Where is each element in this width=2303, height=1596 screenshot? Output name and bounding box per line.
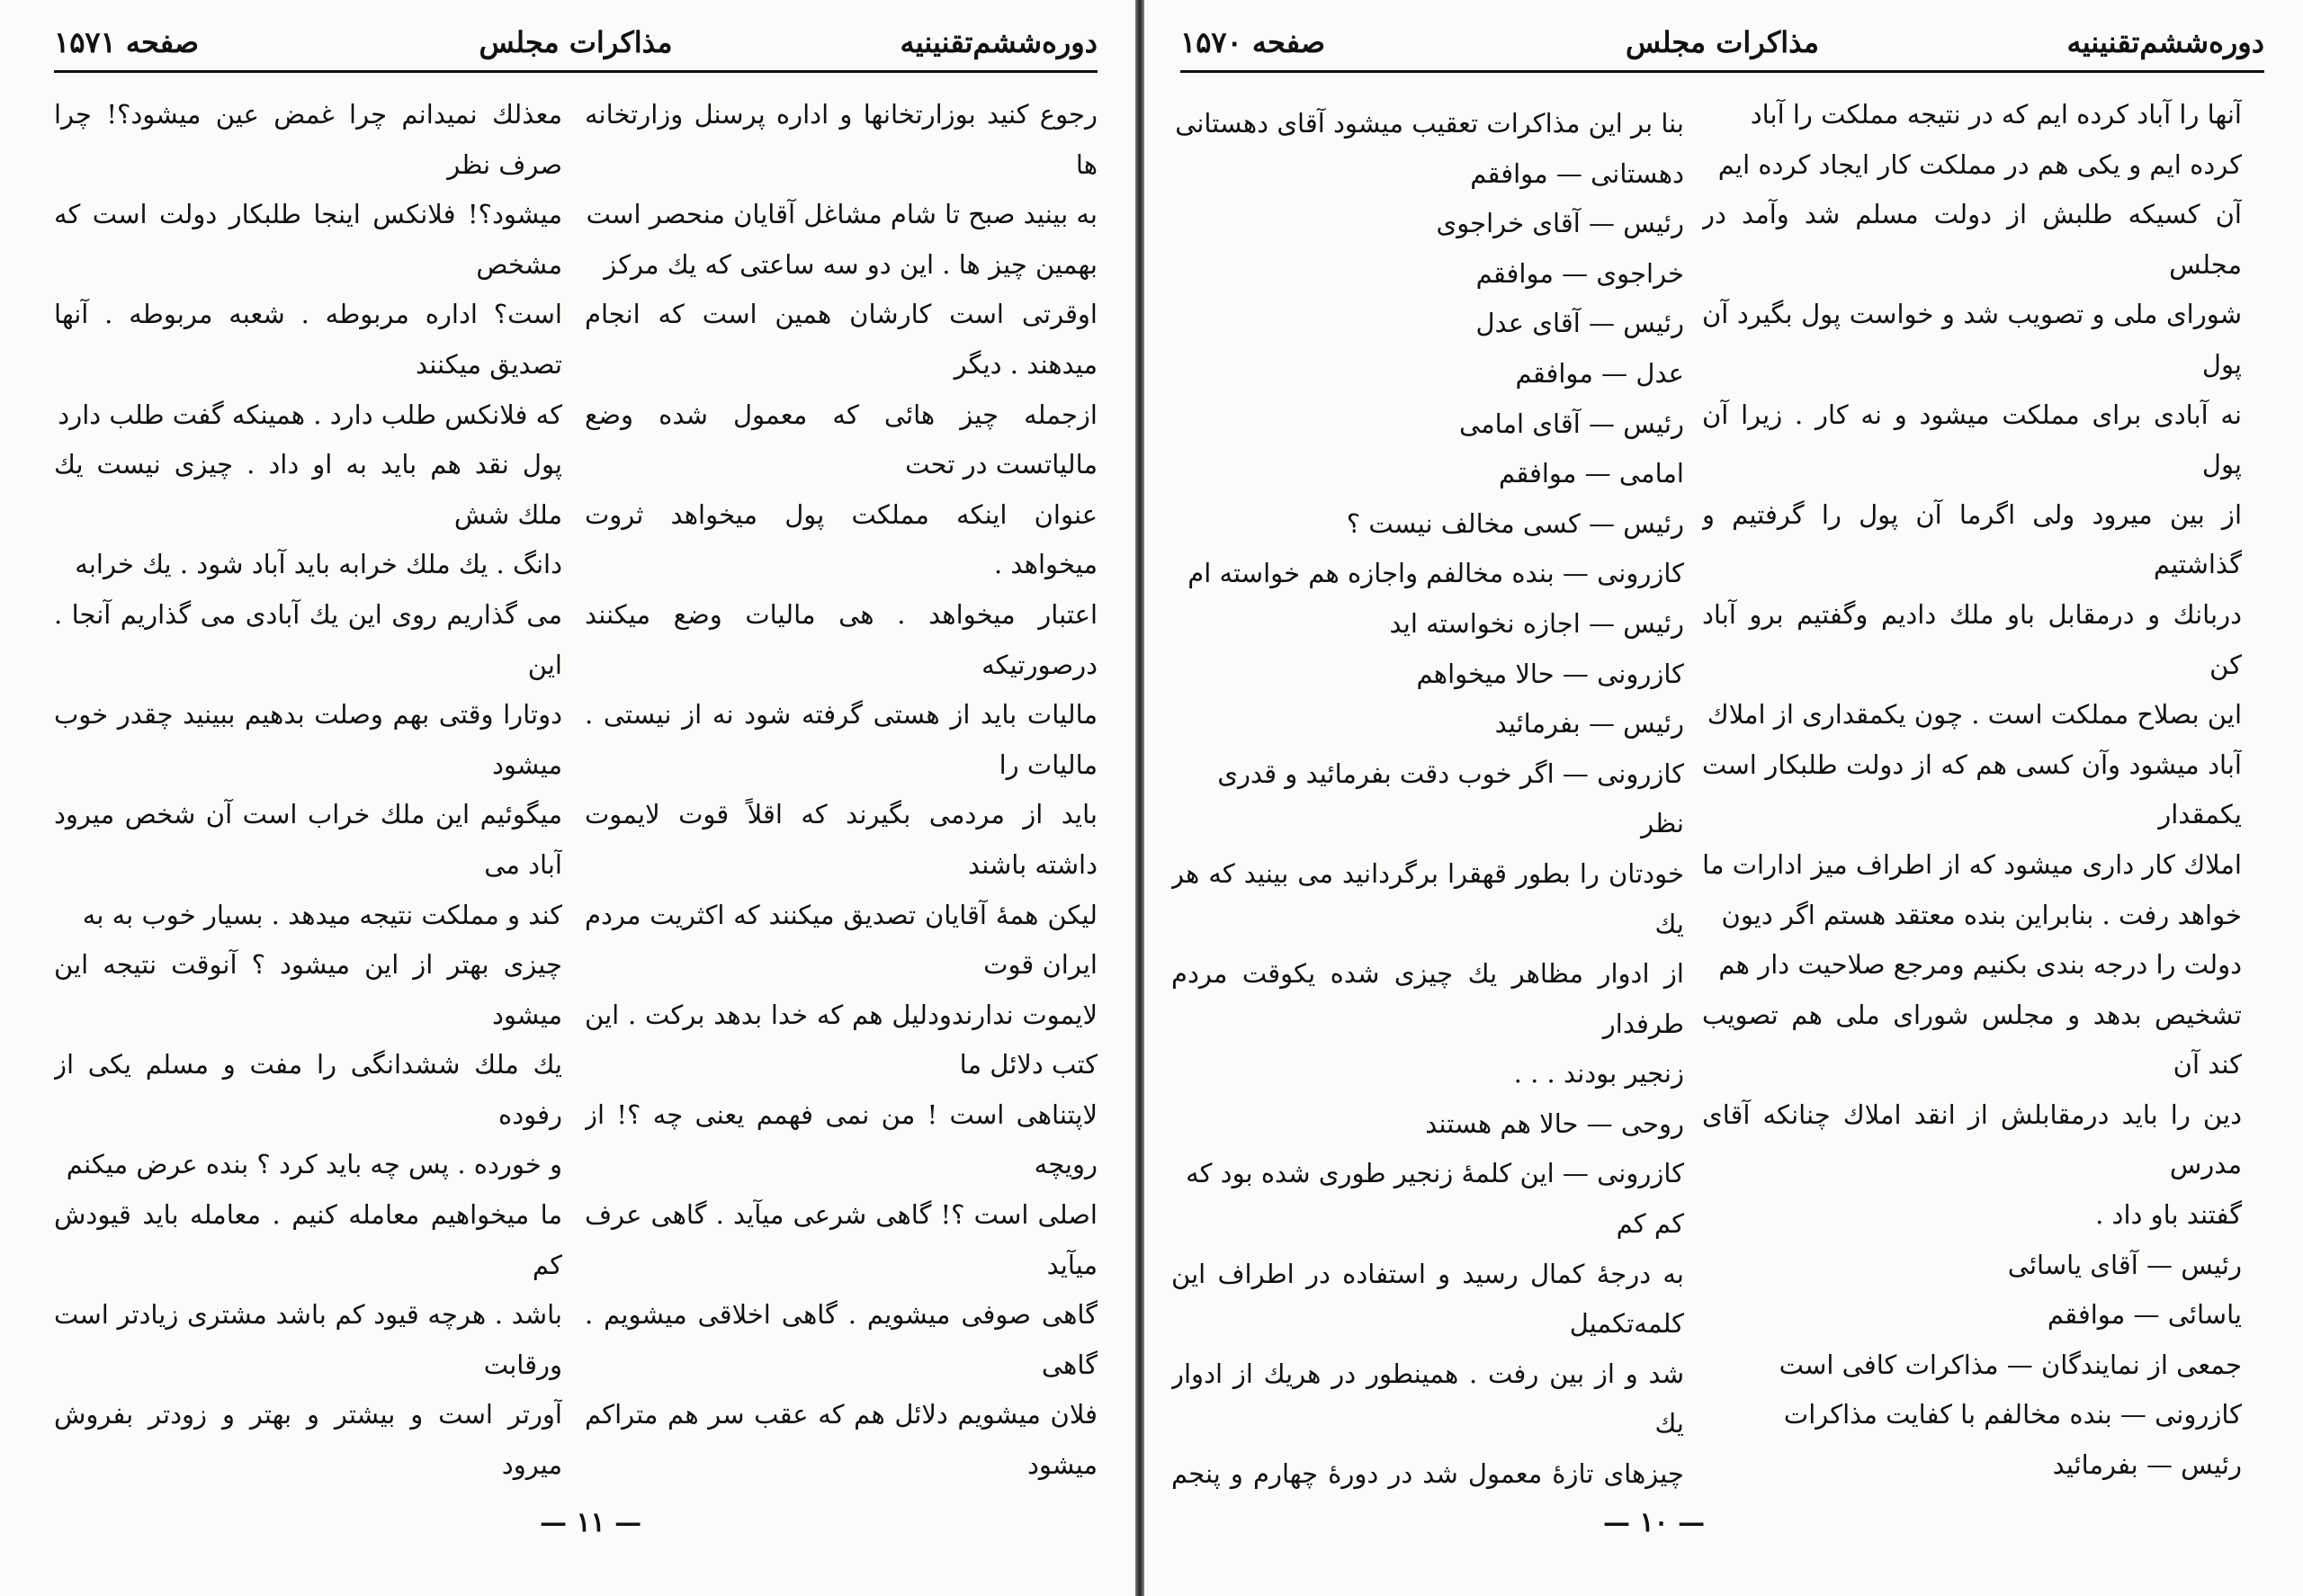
folio-number: — ۱۰ — [1603,1507,1706,1538]
text-line: شورای ملی و تصویب شد و خواست پول بگیرد آن پول [1702,299,2242,380]
text-line: دولت را درجه بندی بکنیم ومرجع صلاحیت دار هم [1718,949,2242,981]
text-line: رئیس — بفرمائید [2052,1449,2242,1481]
text-column-left [54,90,562,1498]
text-line: از بین میرود ولی اگرما آن پول را گرفتیم و گذاشتیم [1702,498,2242,580]
text-line: رئیس — آقای عدل [1475,308,1684,339]
text-line: بهمین چیز ها . این دو سه ساعتی که یك مرکز [604,248,1098,280]
text-line: و خورده . پس چه باید کرد ؟ بنده عرض میکنم [66,1149,562,1180]
text-line: زنجیر بودند . . . [1513,1058,1684,1089]
text-line: پول نقد هم باید به او داد . چیزی نیست یك ملك شش [54,449,562,530]
text-line: اصلی است ؟! گاهی شرعی میآید . گاهی عرف میآید [585,1199,1098,1280]
text-line: خراجوی — موافقم [1475,257,1684,289]
text-line: کازرونی — بنده مخالفم با کفایت مذاکرات [1783,1399,2242,1430]
text-line: است؟ اداره مربوطه . شعبه مربوطه . آنها تصدیق میکنند [54,299,562,380]
text-line: گفتند باو داد . [2095,1199,2242,1231]
text-line: باشد . هرچه قیود کم باشد مشتری زیادتر است ورقابت [54,1299,562,1380]
text-line: رئیس — کسی مخالف نیست ؟ [1346,507,1684,539]
text-line: معذلك نمیدانم چرا غمض عین میشود؟! چرا صرف نظر [54,99,562,180]
header-period: دوره‌ششم‌تقنینیه [900,25,1098,59]
text-line: اوقرتی است کارشان همین است که انجام میدهند . دیگر [585,299,1098,380]
text-line: کازرونی — بنده مخالفم واجازه هم خواسته ام [1187,558,1684,589]
book-gutter [1135,0,1144,1596]
text-line: که فلانکس طلب دارد . همینکه گفت طلب دارد [58,399,562,430]
page-1571 [0,0,1135,1596]
text-line: خودتان را بطور قهقرا برگردانید می بینید که هر یك [1171,857,1684,939]
text-line: رئیس — آقای امامی [1458,408,1684,439]
text-column-left [1171,99,1684,1507]
text-line: به درجهٔ کمال رسید و استفاده در اطراف این کلمه‌تکمیل [1171,1258,1684,1340]
text-line: اعتبار میخواهد . هی مالیات وضع میکنند درصورتیکه [585,598,1098,680]
text-line: آنها را آباد کرده ایم که در نتیجه مملکت را آباد [1750,99,2242,130]
text-line: کازرونی — حالا میخواهم [1416,658,1684,689]
text-line: گاهی صوفی میشویم . گاهی اخلاقی میشویم . گاهی [585,1299,1098,1380]
folio-number: — ۱۱ — [540,1507,642,1538]
text-line: از ادوار مظاهر یك چیزی شده یکوقت مردم طرفدار [1171,958,1684,1039]
header-title: مذاکرات مجلس [479,25,673,59]
text-line: شد و از بین رفت . همینطور در هریك از ادوار یك [1171,1358,1684,1439]
header-title: مذاکرات مجلس [1625,25,1820,59]
text-line: میگوئیم این ملك خراب است آن شخص میرود آباد می [54,799,562,880]
text-line: لایموت ندارندودلیل هم که خدا بدهد برکت . این کتب دلائل ما [585,999,1098,1080]
text-line [585,1491,1098,1498]
text-line [54,1491,562,1498]
text-line: آن کسیکه طلبش از دولت مسلم شد وآمد در مجلس [1702,199,2242,280]
text-line: کازرونی — این کلمهٔ زنجیر طوری شده بود که کم کم [1186,1158,1684,1240]
page-1570 [1144,0,2303,1596]
text-line: چیزی بهتر از این میشود ؟ آنوقت نتیجه این میشود [54,949,562,1030]
text-line: کازرونی — اگر خوب دقت بفرمائید و قدری نظر [1217,758,1684,839]
text-line: جمعی از نمایندگان — مذاکرات کافی است [1779,1349,2242,1380]
text-line: عدل — موافقم [1515,357,1684,389]
text-line: ما میخواهیم معامله کنیم . معامله باید قیودش کم [54,1199,562,1280]
header-page-number: صفحه ۱۵۷۰ [1180,25,1326,59]
text-line: رئیس — آقای خراجوی [1436,208,1684,239]
text-line: آباد میشود وآن کسی هم که از دولت طلبکار است یکمقدار [1702,749,2242,830]
text-line: نه آبادی برای مملکت میشود و نه کار . زیرا آن پول [1702,399,2242,480]
text-line: میشود؟! فلانکس اینجا طلبکار دولت است که مشخص [54,199,562,280]
header-rule [54,70,1098,73]
text-line: فلان میشویم دلائل هم که عقب سر هم متراکم میشود [585,1399,1098,1481]
text-line: عنوان اینکه مملکت پول میخواهد ثروت میخواهد . [585,498,1098,580]
running-header [54,20,1098,65]
text-line: کند و مملکت نتیجه میدهد . بسیار خوب به به [82,899,562,930]
text-line: لاپتناهی است ! من نمی فهمم یعنی چه ؟! از رویچه [585,1098,1098,1180]
text-line: خواهد رفت . بنابراین بنده معتقد هستم اگر دیون [1721,899,2242,930]
text-line: می گذاریم روی این یك آبادی می گذاریم آنجا . این [54,598,562,680]
text-line: بنا بر این مذاکرات تعقیب میشود آقای دهستانی [1175,108,1684,139]
text-line: کرده ایم و یکی هم در مملکت کار ایجاد کرده ایم [1717,148,2242,180]
header-period: دوره‌ششم‌تقنینیه [2066,25,2264,59]
header-rule [1180,70,2264,73]
text-line: ازجمله چیز هائی که معمول شده وضع مالیاتست در تحت [585,399,1098,480]
text-line: دوتارا وقتی بهم وصلت بدهیم ببینید چقدر خوب میشود [54,699,562,780]
header-page-number: صفحه ۱۵۷۱ [54,25,200,59]
text-line: باید از مردمی بگیرند که اقلاً قوت لایموت داشته باشند [585,799,1098,880]
text-line: به بینید صبح تا شام مشاغل آقایان منحصر است [586,199,1098,230]
text-line: تشخیص بدهد و مجلس شورای ملی هم تصویب کند آن [1702,999,2242,1080]
text-line: دهستانی — موافقم [1470,157,1684,189]
text-line: یاسائی — موافقم [2047,1299,2242,1331]
text-line: دانگ . یك ملك خرابه باید آباد شود . یك خرابه [75,549,562,580]
text-line: لیکن همهٔ آقایان تصدیق میکنند که اکثریت مردم ایران قوت [585,899,1098,981]
text-line: مالیات باید از هستی گرفته شود نه از نیستی . مالیات را [585,699,1098,780]
text-line: رئیس — اجازه نخواسته اید [1389,607,1684,639]
text-line: یك ملك ششدانگی را مفت و مسلم یکی از رفوده [54,1049,562,1130]
text-line: رئیس — آقای یاسائی [2007,1249,2242,1280]
text-line: رجوع کنید بوزارتخانها و اداره پرسنل وزارتخانه ها [585,99,1098,180]
text-line: روحی — حالا هم هستند [1425,1107,1684,1139]
text-line: رئیس — بفرمائید [1494,708,1684,740]
text-line: آورتر است و بیشتر و بهتر و زودتر بفروش میرود [54,1399,562,1481]
text-column-right [1702,90,2242,1498]
text-line: دین را باید درمقابلش از انقد املاك چنانکه آقای مدرس [1702,1098,2242,1180]
text-column-right [585,90,1098,1498]
text-line: این بصلاح مملکت است . چون یکمقداری از املاك [1707,699,2242,731]
running-header [1180,20,2264,65]
text-line [1702,1491,2242,1498]
text-line: دربانك و درمقابل باو ملك دادیم وگفتیم برو آباد کن [1702,598,2242,680]
text-line: چیزهای تازهٔ معمول شد در دورهٔ چهارم و پنجم [1171,1458,1684,1490]
text-line: امامی — موافقم [1499,458,1684,489]
text-line: املاك کار داری میشود که از اطراف میز ادارات ما [1702,848,2242,880]
